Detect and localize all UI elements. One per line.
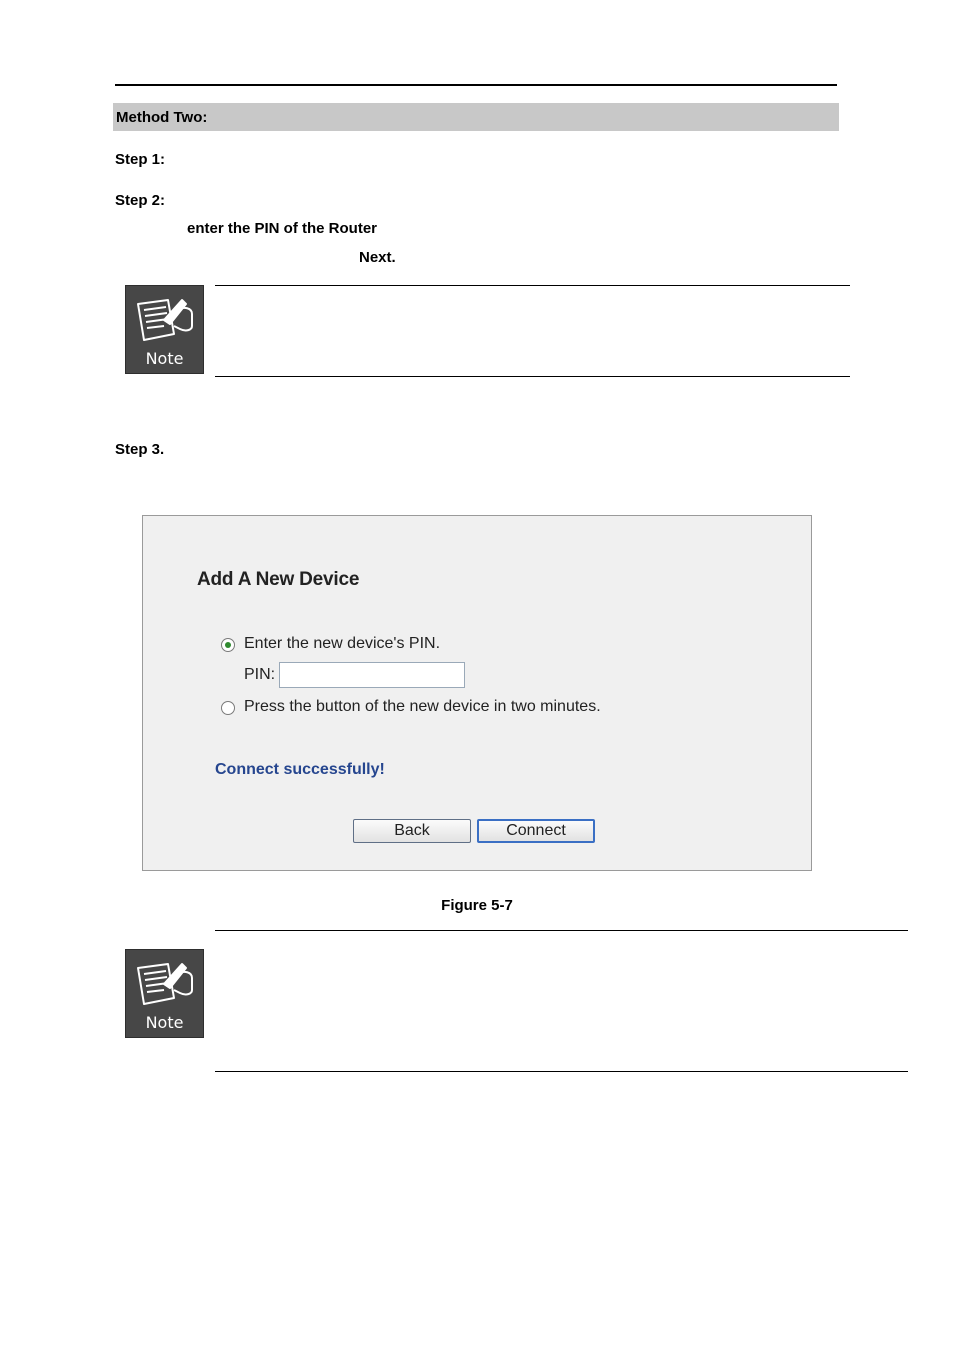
panel-title: Add A New Device — [197, 569, 360, 590]
step-2-text-b: Next. — [359, 249, 396, 266]
method-heading-bar — [113, 103, 839, 131]
note-2-top-rule — [215, 930, 908, 931]
method-heading: Method Two: — [116, 109, 208, 126]
note-1-box — [125, 285, 204, 374]
figure-caption: Figure 5-7 — [441, 897, 513, 914]
step-2-label: Step 2: — [115, 192, 166, 209]
back-button[interactable]: Back — [353, 819, 471, 843]
option-press-button-label: Press the button of the new device in two minutes. — [244, 698, 601, 715]
option-enter-pin-label: Enter the new device's PIN. — [244, 635, 441, 652]
connect-button[interactable]: Connect — [477, 819, 595, 843]
radio-enter-pin[interactable] — [221, 638, 235, 652]
step-3-label: Step 3. — [115, 441, 165, 458]
connect-status-message: Connect successfully! — [215, 761, 385, 778]
note-pen-hand-icon — [134, 960, 198, 1008]
pin-input[interactable] — [279, 662, 465, 688]
step-1-label: Step 1: — [115, 151, 166, 168]
step-2-text-a: enter the PIN of the Router — [187, 220, 378, 237]
note-2-bottom-rule — [215, 1071, 908, 1072]
note-2-label: Note — [145, 1013, 184, 1032]
radio-selected-dot — [225, 642, 231, 648]
note-2-box — [125, 949, 204, 1038]
note-1-top-rule — [215, 285, 850, 286]
radio-press-button[interactable] — [221, 701, 235, 715]
note-1-bottom-rule — [215, 376, 850, 377]
note-pen-hand-icon — [134, 296, 198, 344]
top-rule — [115, 84, 837, 86]
note-1-label: Note — [145, 349, 184, 368]
add-new-device-panel — [142, 515, 812, 871]
pin-label: PIN: — [244, 666, 276, 683]
